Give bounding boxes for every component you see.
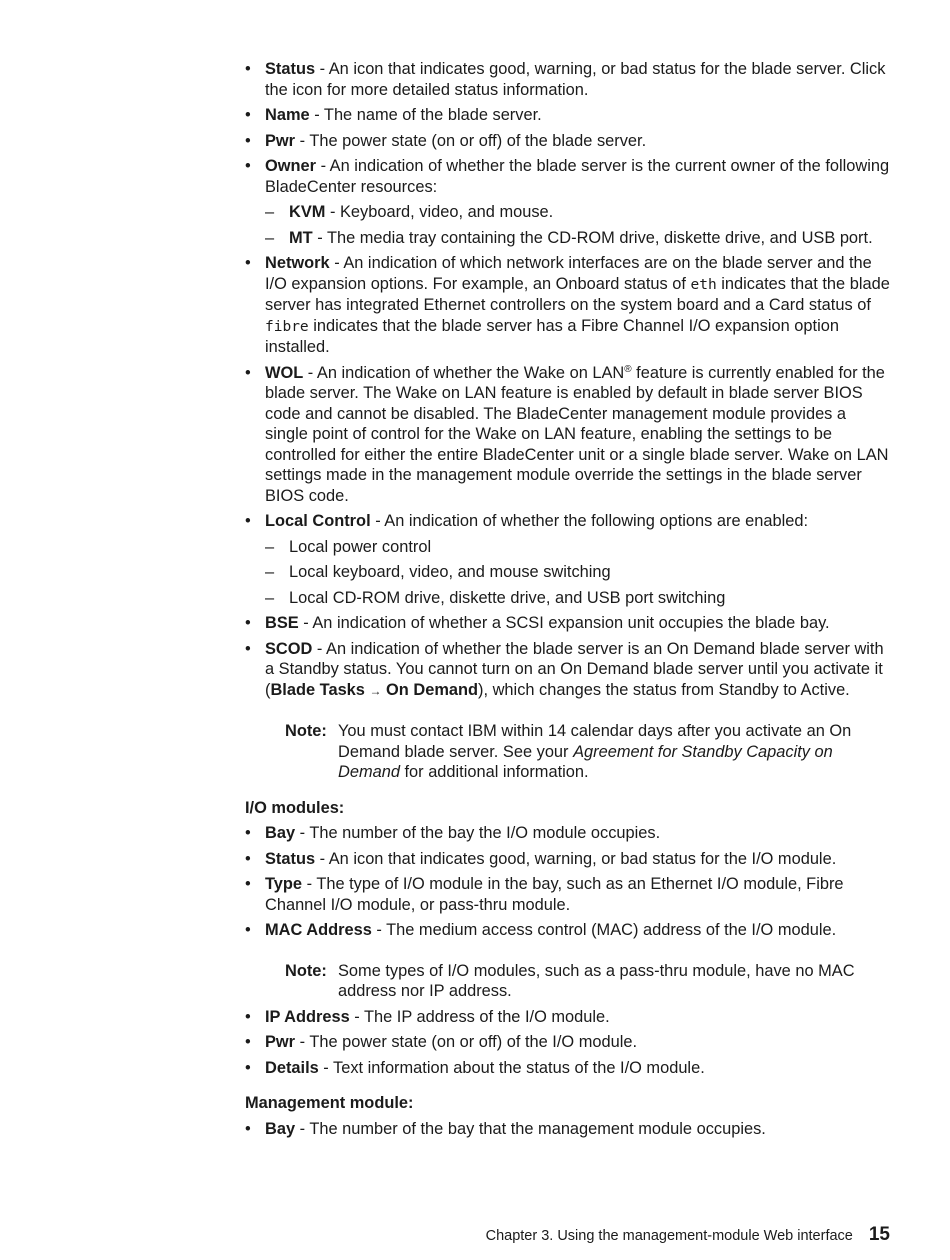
note-text xyxy=(338,721,890,783)
list-item xyxy=(245,363,890,507)
desc-network-1: - An indication of which network interfaces are on the blade server and the I/O expansion options. For example, an Onboard status of xyxy=(265,254,872,293)
desc-ip-address: - The IP address of the I/O module. xyxy=(349,1007,610,1026)
list-item xyxy=(245,1058,890,1079)
note-on-demand xyxy=(285,721,890,783)
desc-name: - The name of the blade server. xyxy=(309,106,542,124)
desc-bse: - An indication of whether a SCSI expansion unit occupies the blade bay. xyxy=(298,614,830,632)
list-item xyxy=(245,1007,890,1028)
sublist-item: – Local power control xyxy=(265,537,890,558)
list-item xyxy=(245,849,890,870)
desc-scod-1: - An indication of whether the blade server is an On Demand blade server with a Standby status. You cannot turn on an On Demand blade server until you activate it ( xyxy=(265,639,884,699)
term-network: Network xyxy=(265,254,330,272)
agreement-title: Agreement for Standby Capacity on Demand xyxy=(338,742,833,781)
list-item xyxy=(245,105,890,126)
desc-bay: - The number of the bay the I/O module occupies. xyxy=(295,824,661,842)
note-mac xyxy=(285,961,890,1002)
code-eth: eth xyxy=(690,276,717,293)
list-item xyxy=(245,613,890,634)
menu-on-demand: On Demand xyxy=(386,680,479,699)
desc-pwr: - The power state (on or off) of the I/O module. xyxy=(295,1033,638,1051)
term-pwr: Pwr xyxy=(265,1033,296,1051)
desc-status: - An icon that indicates good, warning, or bad status for the I/O module. xyxy=(315,849,837,868)
menu-blade-tasks: Blade Tasks xyxy=(270,680,365,699)
note-label: Note: xyxy=(285,722,327,740)
desc-status: - An icon that indicates good, warning, or bad status for the blade server. Click the icon for more detailed status information. xyxy=(265,60,886,99)
blade-server-field-list xyxy=(245,59,890,783)
list-item xyxy=(245,823,890,844)
sublist-item: – Local CD-ROM drive, diskette drive, and USB port switching xyxy=(265,588,890,609)
registered-mark: ® xyxy=(624,363,632,375)
list-item xyxy=(245,639,890,783)
term-owner: Owner xyxy=(265,157,317,175)
io-modules-heading: I/O modules: xyxy=(245,798,345,817)
desc-wol-2: feature is currently enabled for the blade server. The Wake on LAN feature is enabled by default in blade server BIOS code and cannot be disabled. The BladeCenter management module provides a single point of control for the Wake on LAN feature, enabling the settings to be controlled for either the entire BladeCenter unit or a single blade server. Wake on LAN settings made in the management module override the settings in the blade server BIOS code. xyxy=(265,363,889,505)
term-scod: SCOD xyxy=(265,639,313,658)
desc-wol-1: - An indication of whether the Wake on LAN xyxy=(303,363,625,382)
local-control-sublist xyxy=(265,537,890,609)
term-bay: Bay xyxy=(265,1119,296,1138)
list-item xyxy=(245,1032,890,1053)
desc-scod-2: ), which changes the status from Standby to Active. xyxy=(478,680,850,699)
term-mac-address: MAC Address xyxy=(265,921,372,939)
term-bay: Bay xyxy=(265,824,296,842)
io-module-field-list xyxy=(245,823,890,1078)
desc-pwr: - The power state (on or off) of the blade server. xyxy=(295,131,647,150)
desc-type: - The type of I/O module in the bay, such as an Ethernet I/O module, Fibre Channel I/O module, or pass-thru module. xyxy=(265,875,844,914)
management-module-field-list xyxy=(245,1119,890,1140)
desc-bay: - The number of the bay that the management module occupies. xyxy=(295,1119,766,1138)
desc-mac-address: - The medium access control (MAC) address of the I/O module. xyxy=(371,921,837,939)
term-name: Name xyxy=(265,106,310,124)
note-text: Some types of I/O modules, such as a pass-thru module, have no MAC address nor IP address. xyxy=(338,961,855,1000)
desc-network-3: indicates that the blade server has a Fibre Channel I/O expansion option installed. xyxy=(265,316,839,356)
list-item xyxy=(245,156,890,248)
note-text-1: You must contact IBM within 14 calendar days after you activate an On Demand blade server. See your xyxy=(338,722,852,761)
term-status: Status xyxy=(265,60,316,78)
page-footer xyxy=(486,1223,890,1248)
desc-owner: - An indication of whether the blade server is the current owner of the following BladeCenter resources: xyxy=(265,157,890,196)
chapter-title: Chapter 3. Using the management-module Web interface xyxy=(485,1228,853,1244)
list-item xyxy=(245,511,890,608)
list-item xyxy=(245,253,890,358)
desc-details: - Text information about the status of the I/O module. xyxy=(318,1058,705,1077)
term-status: Status xyxy=(265,849,316,868)
owner-sublist xyxy=(265,202,890,248)
term-ip-address: IP Address xyxy=(265,1007,350,1026)
desc-mt: - The media tray containing the CD-ROM drive, diskette drive, and USB port. xyxy=(312,228,873,247)
note-text-2: for additional information. xyxy=(399,763,589,781)
list-item xyxy=(245,131,890,152)
management-module-heading: Management module: xyxy=(245,1094,414,1112)
term-details: Details xyxy=(265,1058,319,1077)
term-type: Type xyxy=(265,875,303,893)
term-mt: MT xyxy=(289,228,313,247)
list-item xyxy=(245,59,890,100)
desc-local-control: - An indication of whether the following options are enabled: xyxy=(370,512,809,530)
term-wol: WOL xyxy=(265,363,304,382)
sublist-item: – Local keyboard, video, and mouse switching xyxy=(265,562,890,583)
sublist-item xyxy=(265,202,890,223)
sublist-item xyxy=(265,228,890,249)
list-item xyxy=(245,874,890,915)
list-item xyxy=(245,920,890,1002)
note-label: Note: xyxy=(285,961,327,980)
list-item xyxy=(245,1119,890,1140)
code-fibre: fibre xyxy=(265,318,309,335)
arrow-icon: → xyxy=(369,683,382,698)
term-kvm: KVM xyxy=(289,203,326,221)
page-content xyxy=(245,59,890,1144)
desc-kvm: - Keyboard, video, and mouse. xyxy=(325,203,554,221)
term-pwr: Pwr xyxy=(265,131,296,150)
desc-network-2: indicates that the blade server has integrated Ethernet controllers on the system board and a Card status of xyxy=(265,274,890,314)
term-local-control: Local Control xyxy=(265,512,371,530)
page-number: 15 xyxy=(868,1224,890,1245)
term-bse: BSE xyxy=(265,614,299,632)
